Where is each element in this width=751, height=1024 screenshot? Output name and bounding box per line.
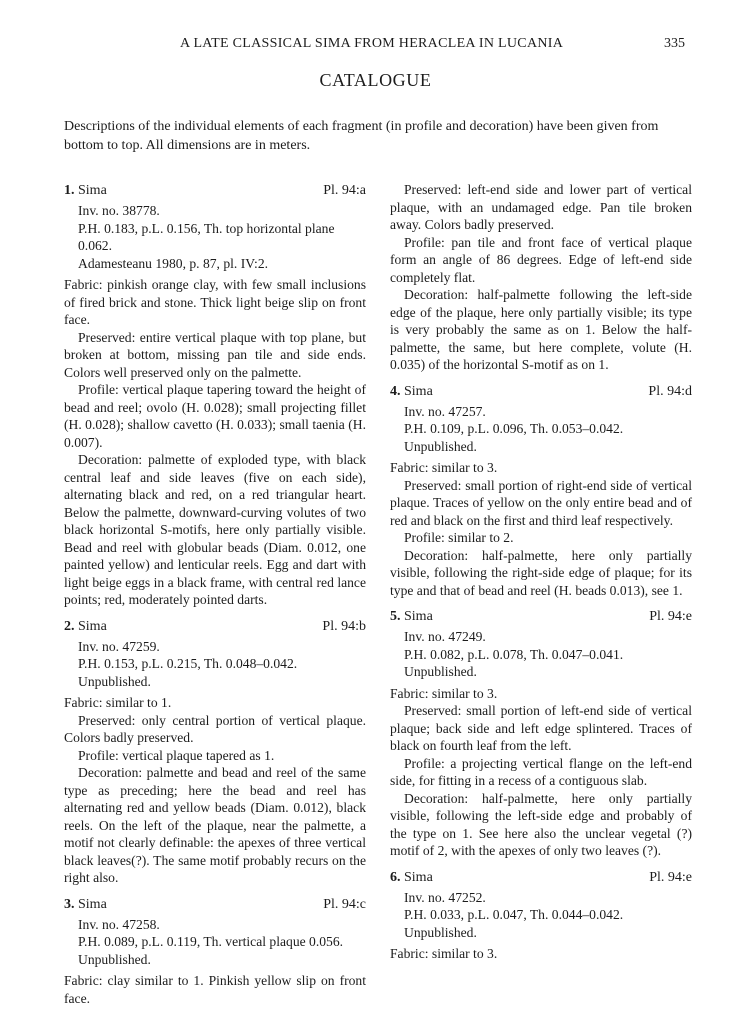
entry-type: Sima: [404, 609, 433, 624]
profile-text: Profile: similar to 2.: [404, 530, 514, 545]
fabric-text: Fabric: similar to 3.: [390, 460, 498, 475]
decoration-text: Decoration: palmette and bead and reel of the same type as preceding; here the bead and reel has alternating red and yellow beads (Diam. 0.012), black reels. On the left of the plaque, near the palmette, a motif not clearly definable: the apexes of three vertical black leaves(?). The same motif probably recurs on the right also.: [64, 765, 366, 885]
dimensions: P.H. 0.082, p.L. 0.078, Th. 0.047–0.041.: [404, 646, 624, 662]
entry-type: Sima: [78, 618, 107, 634]
inventory-number: Inv. no. 38778.: [78, 203, 160, 218]
left-column: [64, 181, 366, 1007]
plate-reference: Pl. 94:b: [322, 618, 366, 634]
publication: Unpublished.: [78, 951, 151, 967]
plate-reference: Pl. 94:a: [323, 183, 366, 198]
entry-number: 3.: [64, 896, 75, 912]
entry-body: [64, 694, 366, 887]
inventory-number: Inv. no. 47258.: [78, 916, 160, 932]
entry-body: [390, 459, 692, 599]
decoration-text: Decoration: palmette of exploded type, with black central leaf and side leaves (five on each side), alternating black and red, on a red triangular heart. Below the palmette, downward-curving volutes of two black horizontal S-motifs, here only partially visible. Bead and reel with globular beads (Diam. 0.012, one painted yellow) and lenticular reels. Egg and dart with light beige eggs in a black frame, with central red lance points; red, moderately pointed darts.: [64, 452, 366, 607]
plate-reference: Pl. 94:c: [323, 896, 366, 912]
profile-text: Profile: a projecting vertical flange on the left-end side, for fitting in a recess of a contiguous slab.: [390, 755, 692, 788]
decoration-text: Decoration: half-palmette, here only partially visible, following the left-side edge and probably of the type on 1. See here also the unclear vegetal (?) motif of 2, with the apexes of only two leaves (?).: [390, 790, 692, 858]
entry-meta: [390, 628, 692, 681]
entry-heading: [64, 181, 366, 200]
page-number: 335: [664, 36, 685, 51]
entry-body: [390, 181, 692, 374]
publication: Unpublished.: [404, 924, 477, 940]
entry-number: 6.: [390, 869, 401, 885]
publication: Unpublished.: [404, 664, 477, 679]
right-column: [390, 181, 692, 963]
fabric-text: Fabric: clay similar to 1. Pinkish yellow slip on front face.: [64, 973, 366, 1006]
preserved-text: Preserved: entire vertical plaque with top plane, but broken at bottom, missing pan tile and side ends. Colors well preserved only on the palmette.: [64, 329, 366, 380]
catalogue-entry-1: [64, 181, 366, 609]
profile-text: Profile: vertical plaque tapering toward the height of bead and reel; ovolo (H. 0.028); small projecting fillet (H. 0.028); shallow cavetto (H. 0.033); small taenia (H. 0.007).: [64, 382, 366, 450]
entry-meta: [64, 638, 366, 691]
dimensions: P.H. 0.109, p.L. 0.096, Th. 0.053–0.042.: [404, 421, 624, 436]
entry-heading: [390, 868, 692, 887]
dimensions: P.H. 0.183, p.L. 0.156, Th. top horizontal plane 0.062.: [78, 220, 335, 253]
entry-number: 1.: [64, 183, 75, 198]
entry-heading: [64, 617, 366, 636]
plate-reference: Pl. 94:e: [649, 609, 692, 624]
section-title: CATALOGUE: [319, 70, 432, 90]
inventory-number: Inv. no. 47252.: [404, 889, 486, 905]
publication: Unpublished.: [78, 673, 151, 689]
entry-body: [390, 685, 692, 860]
entry-meta: [390, 403, 692, 456]
entry-type: Sima: [78, 896, 107, 912]
entry-type: Sima: [404, 383, 433, 399]
decoration-text: Decoration: half-palmette following the left-side edge of the plaque, here only partially visible; its type is very probably the same as on 1. Below the half-palmette, the same, but here complete, volute (H. 0.035) of the horizontal S-motif as on 1.: [390, 287, 692, 372]
entry-heading: [390, 382, 692, 401]
entry-type: Sima: [78, 183, 107, 198]
entry-body: [390, 945, 692, 963]
catalogue-entry-4: [390, 382, 692, 600]
preserved-text: Preserved: left-end side and lower part of vertical plaque, with an undamaged edge. Pan tile broken away. Colors badly preserved.: [390, 182, 692, 232]
entry-number: 2.: [64, 618, 75, 634]
fabric-text: Fabric: similar to 3.: [390, 685, 498, 701]
inventory-number: Inv. no. 47257.: [404, 403, 486, 419]
profile-text: Profile: pan tile and front face of vertical plaque form an angle of 86 degrees. Edge of left-end side completely flat.: [390, 234, 692, 285]
entry-body: [64, 972, 366, 1007]
entry-number: 4.: [390, 383, 401, 399]
catalogue-entry-3: [64, 895, 366, 1008]
publication: Adamesteanu 1980, p. 87, pl. IV:2.: [78, 255, 269, 271]
running-title: A LATE CLASSICAL SIMA FROM HERACLEA IN LUCANIA: [180, 36, 564, 51]
catalogue-entry-6: [390, 868, 692, 963]
catalogue-entry-3-continued: [390, 181, 692, 374]
entry-meta: [64, 916, 366, 969]
intro-paragraph: Descriptions of the individual elements of each fragment (in profile and decoration) have been given from bottom to top. All dimensions are in meters.: [64, 119, 659, 153]
entry-type: Sima: [404, 869, 433, 885]
catalogue-entry-2: [64, 617, 366, 887]
plate-reference: Pl. 94:e: [649, 869, 692, 885]
fabric-text: Fabric: pinkish orange clay, with few small inclusions of fired brick and stone. Thick light beige slip on front face.: [64, 277, 366, 327]
plate-reference: Pl. 94:d: [648, 383, 692, 399]
entry-number: 5.: [390, 609, 401, 624]
entry-meta: [390, 889, 692, 942]
fabric-text: Fabric: similar to 1.: [64, 695, 172, 710]
catalogue-entry-5: [390, 607, 692, 860]
entry-meta: [64, 202, 366, 272]
preserved-text: Preserved: only central portion of vertical plaque. Colors badly preserved.: [64, 712, 366, 745]
running-head: [0, 36, 751, 56]
fabric-text: Fabric: similar to 3.: [390, 946, 498, 961]
decoration-text: Decoration: half-palmette, here only partially visible, following the right-side edge of plaque; for its type and that of bead and reel (H. beads 0.013), see 1.: [390, 547, 692, 598]
dimensions: P.H. 0.033, p.L. 0.047, Th. 0.044–0.042.: [404, 907, 624, 922]
entry-heading: [390, 607, 692, 626]
publication: Unpublished.: [404, 438, 477, 454]
entry-heading: [64, 895, 366, 914]
profile-text: Profile: vertical plaque tapered as 1.: [78, 747, 275, 763]
entry-body: [64, 276, 366, 609]
preserved-text: Preserved: small portion of right-end side of vertical plaque. Traces of yellow on the only entire bead and of red and black on the first and third leaf respectively.: [390, 477, 692, 528]
inventory-number: Inv. no. 47259.: [78, 638, 160, 654]
dimensions: P.H. 0.089, p.L. 0.119, Th. vertical plaque 0.056.: [78, 934, 344, 949]
dimensions: P.H. 0.153, p.L. 0.215, Th. 0.048–0.042.: [78, 656, 298, 671]
inventory-number: Inv. no. 47249.: [404, 629, 486, 644]
preserved-text: Preserved: small portion of left-end side of vertical plaque; back side and left edge splintered. Traces of black on fourth leaf from the left.: [390, 703, 692, 753]
